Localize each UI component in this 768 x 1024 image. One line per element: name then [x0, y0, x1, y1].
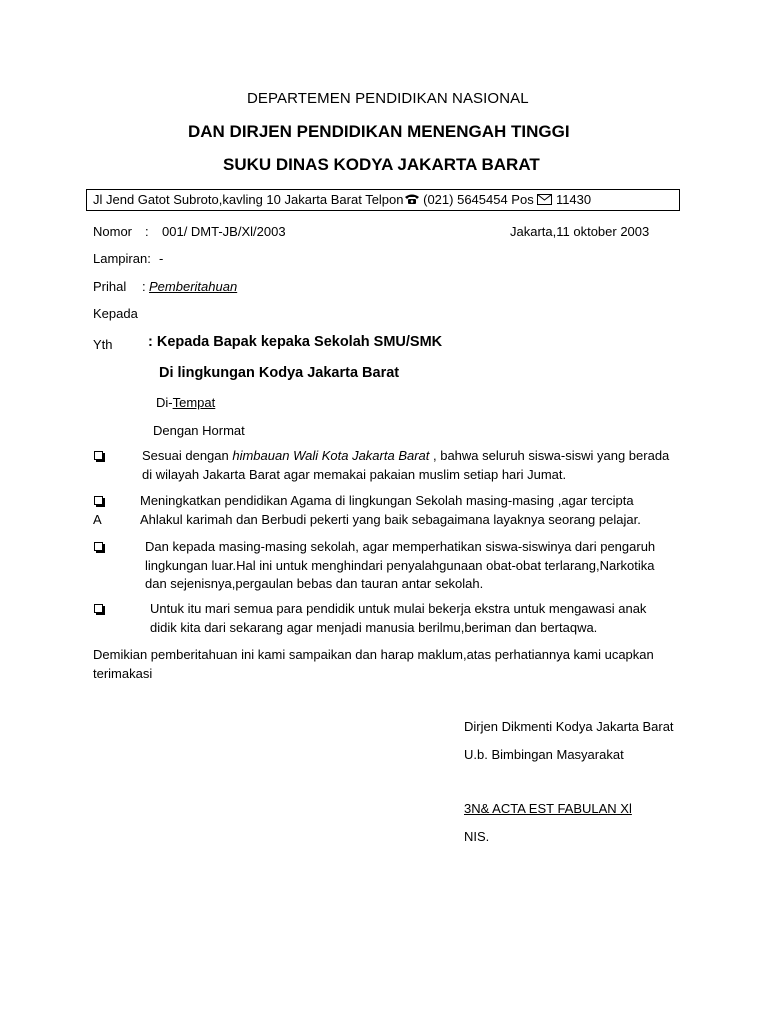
point-3-line-3: dan sejenisnya,pergaulan bebas dan tauran antar sekolah. [145, 576, 484, 591]
yth-label: Yth [93, 337, 113, 352]
bullet-box-2 [94, 496, 103, 505]
greeting: Dengan Hormat [153, 423, 245, 438]
bullet-box-4 [94, 604, 103, 613]
address-box [86, 189, 680, 211]
di-tempat-underlined: Tempat [172, 395, 216, 410]
point-2-marker: A [93, 512, 102, 527]
kepada-label: Kepada [93, 306, 138, 321]
signature-name: 3N& ACTA EST FABULAN Xl [464, 801, 632, 816]
lampiran-value: - [159, 251, 164, 266]
lampiran-label: Lampiran: [93, 251, 151, 266]
point-4-line-2: didik kita dari sekarang agar menjadi manusia berilmu,beriman dan bertaqwa. [150, 619, 598, 635]
point-1-italic: himbauan Wali Kota Jakarta Barat [232, 448, 430, 463]
closing [93, 646, 654, 683]
bullet-box-1 [94, 451, 103, 460]
point-2-line-2: Ahlakul karimah dan Berbudi pekerti yang baik sebagaimana layaknya seorang pelajar. [140, 511, 641, 527]
address-street: Jl Jend Gatot Subroto,kavling 10 Jakarta Barat Telpon [93, 192, 404, 207]
place-date: Jakarta,11 oktober 2003 [510, 224, 650, 239]
signature-nis: NIS. [464, 829, 490, 844]
point-3-line-2: lingkungan luar.Hal ini untuk menghindari penyalahgunaan obat-obat terlarang,Narkotika [145, 557, 655, 573]
di-tempat-prefix: Di- [156, 395, 173, 410]
point-1-line-2: di wilayah Jakarta Barat agar memakai pakaian muslim setiap hari Jumat. [142, 466, 567, 482]
point-3-line-1: Dan kepada masing-masing sekolah, agar memperhatikan siswa-siswinya dari pengaruh [145, 539, 656, 554]
di-tempat [156, 395, 215, 410]
point-1 [142, 447, 669, 484]
closing-line-1: Demikian pemberitahuan ini kami sampaikan dan harap maklum,atas perhatiannya kami ucapkan [93, 647, 654, 662]
telephone-icon [404, 191, 420, 211]
point-4 [150, 600, 646, 637]
closing-line-2: terimakasi [93, 665, 153, 681]
point-1-rest: , bahwa seluruh siswa-siswi yang berada [429, 448, 670, 463]
point-2 [140, 492, 641, 529]
prihal-separator: : [142, 279, 146, 294]
signature-title-2: U.b. Bimbingan Masyarakat [464, 747, 624, 762]
point-1-line-1 [142, 447, 669, 466]
bullet-box-3 [94, 542, 103, 551]
prihal-label: Prihal [93, 279, 127, 294]
header-line-3: SUKU DINAS KODYA JAKARTA BARAT [223, 155, 540, 174]
point-3 [145, 538, 655, 594]
signature-title-1: Dirjen Dikmenti Kodya Jakarta Barat [464, 719, 674, 734]
nomor-label: Nomor [93, 224, 133, 239]
address-phone: (021) 5645454 Pos [419, 192, 538, 207]
address-postal: 11430 [552, 192, 592, 207]
header-line-1: DEPARTEMEN PENDIDIKAN NASIONAL [247, 90, 529, 107]
nomor-value: 001/ DMT-JB/Xl/2003 [162, 224, 286, 239]
point-4-line-1: Untuk itu mari semua para pendidik untuk mulai bekerja ekstra untuk mengawasi anak [150, 601, 647, 616]
nomor-separator: : [145, 224, 149, 239]
recipient-line-1: : Kepada Bapak kepaka Sekolah SMU/SMK [148, 334, 443, 350]
envelope-icon [537, 191, 552, 211]
point-1-lead: Sesuai dengan [142, 448, 233, 463]
point-2-line-1: Meningkatkan pendidikan Agama di lingkungan Sekolah masing-masing ,agar tercipta [140, 493, 634, 508]
prihal-value: Pemberitahuan [149, 279, 238, 294]
recipient-line-2: Di lingkungan Kodya Jakarta Barat [159, 365, 400, 381]
header-line-2: DAN DIRJEN PENDIDIKAN MENENGAH TINGGI [188, 122, 570, 141]
